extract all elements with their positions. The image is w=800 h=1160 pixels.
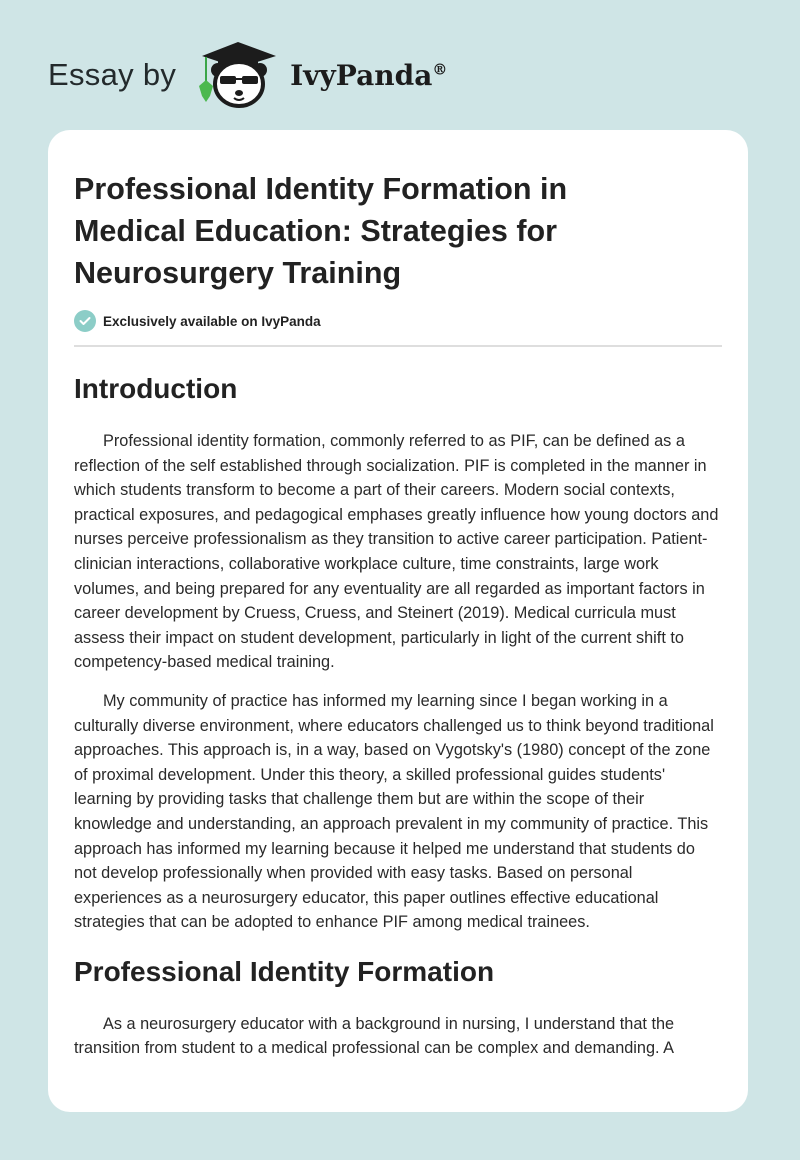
paragraph: As a neurosurgery educator with a background in nursing, I understand that the transition from student to a medical professional can be complex and demanding. A (74, 1014, 675, 1058)
paragraph: Professional identity formation, commonly referred to as PIF, can be defined as a reflection of the self established through socialization. PIF is completed in the manner in which students transform to become a part of their careers. Modern social contexts, practical exposures, and pedagogical emphases greatly influence how young doctors and nurses perceive professionalism as they transition to active career participation. Patient-clinician interactions, collaborative workplace culture, time constraints, large work volumes, and being prepared for any eventuality are all regarded as important factors in career development by Cruess, Cruess, and Steinert (2019). Medical curricula must assess their impact on student development, particularly in light of the current shift to competency-based medical training. (74, 432, 719, 672)
section-heading: Introduction (74, 373, 238, 404)
badge-text: Exclusively available on IvyPanda (103, 313, 321, 329)
divider (74, 345, 722, 347)
brand-name: IvyPanda® (290, 58, 448, 92)
section-heading: Professional Identity Formation (74, 955, 495, 987)
essay-by-label: Essay by (48, 57, 177, 92)
paragraph: My community of practice has informed my learning since I began working in a culturally diverse environment, where educators challenged us to think beyond traditional approaches. This approach is, in a way, based on Vygotsky's (1980) concept of the zone of proximal development. Under this theory, a skilled professional guides students' learning by providing tasks that challenge them but are within the scope of their knowledge and understanding, an approach prevalent in my community of practice. This approach has informed my learning because it helped me understand that students do not develop professionally when provided with easy tasks. Based on personal experiences as a neurosurgery educator, this paper outlines effective educational strategies that can be adopted to enhance PIF among medical trainees. (74, 691, 714, 932)
brand-header (48, 40, 447, 110)
essay-title: Professional Identity Formation in Medical Education: Strategies for Neurosurgery Training (74, 172, 568, 290)
exclusive-badge (74, 310, 722, 332)
ivypanda-logo-icon (194, 40, 284, 110)
essay-card (48, 130, 748, 1112)
check-circle-icon (74, 310, 96, 332)
